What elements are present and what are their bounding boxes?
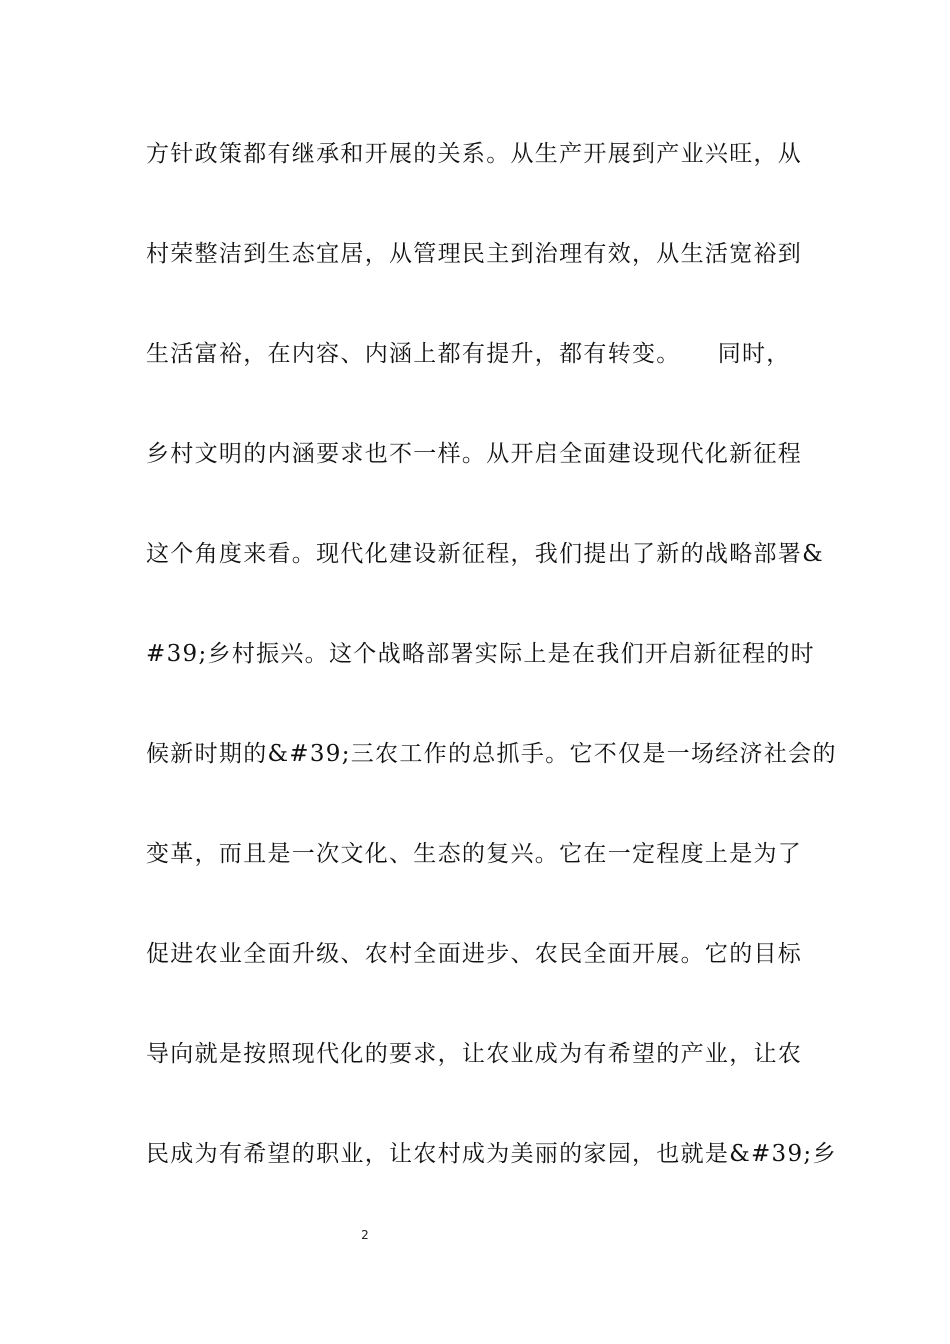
text-line: 候新时期的&#39;三农工作的总抓手。它不仅是一场经济社会的	[146, 741, 837, 767]
text-line: 民成为有希望的职业，让农村成为美丽的家园，也就是&#39;乡	[146, 1141, 837, 1167]
text-line: 促进农业全面升级、农村全面进步、农民全面开展。它的目标	[146, 941, 803, 967]
text-line: 导向就是按照现代化的要求，让农业成为有希望的产业，让农	[146, 1041, 803, 1067]
text-line: 乡村文明的内涵要求也不一样。从开启全面建设现代化新征程	[146, 441, 803, 467]
body-text	[146, 134, 837, 1234]
text-line: 变革，而且是一次文化、生态的复兴。它在一定程度上是为了	[146, 841, 803, 867]
page-number: 2	[361, 1228, 369, 1242]
text-line: 这个角度来看。现代化建设新征程，我们提出了新的战略部署&	[146, 541, 824, 567]
text-line: 生活富裕，在内容、内涵上都有提升，都有转变。 同时，	[146, 341, 791, 367]
text-line: 村荣整洁到生态宜居，从管理民主到治理有效，从生活宽裕到	[146, 241, 803, 267]
text-line: 方针政策都有继承和开展的关系。从生产开展到产业兴旺，从	[146, 141, 803, 167]
text-line: #39;乡村振兴。这个战略部署实际上是在我们开启新征程的时	[146, 641, 815, 667]
